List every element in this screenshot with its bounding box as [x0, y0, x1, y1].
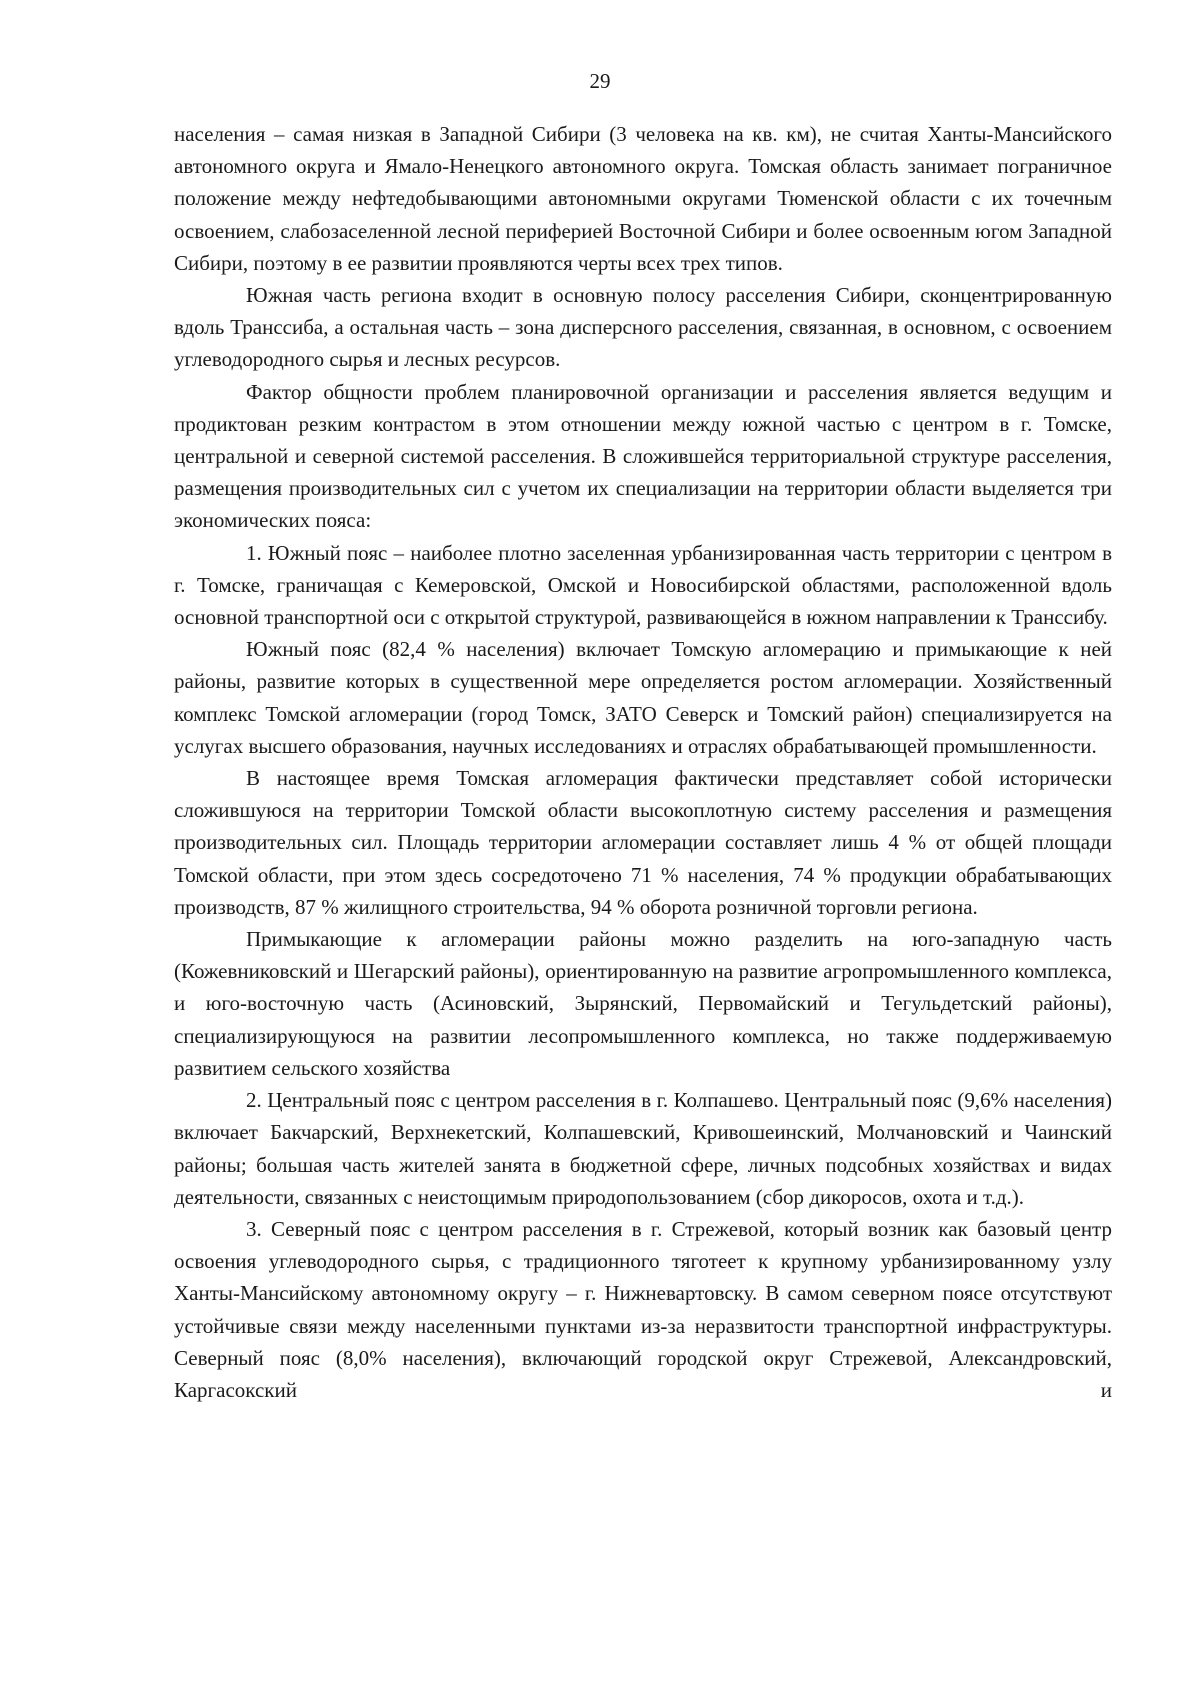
paragraph-adjacent-districts: Примыкающие к агломерации районы можно разделить на юго-западную часть (Кожевниковский и Шегарский районы), ориентированную на развитие агропромышленного комплекса, и юго-восточную часть (Асиновский, Зырянский, Первомайский и Тегульдетский районы), специализирующуюся на развитии лесопромышленного комплекса, но также поддерживаемую развитием сельского хозяйства: [174, 927, 1112, 1080]
document-body: [174, 118, 1112, 1406]
paragraph-planning-factor: Фактор общности проблем планировочной организации и расселения является ведущим и продиктован резким контрастом в этом отношении между южной частью с центром в г. Томске, центральной и северной системой расселения. В сложившейся территориальной структуре расселения, размещения производительных сил с учетом их специализации на территории области выделяется три экономических пояса:: [174, 379, 1112, 533]
paragraph-central-belt: 2. Центральный пояс с центром расселения в г. Колпашево. Центральный пояс (9,6% населения) включает Бакчарский, Верхнекетский, Колпашевский, Кривошеинский, Молчановский и Чаинский районы; большая часть жителей занята в бюджетной сфере, личных подсобных хозяйствах и видах деятельности, связанных с неистощимым природопользованием (сбор дикоросов, охота и т.д.).: [174, 1088, 1112, 1209]
paragraph-southern-belt: 1. Южный пояс – наиболее плотно заселенная урбанизированная часть территории с центром в г. Томске, граничащая с Кемеровской, Омской и Новосибирской областями, расположенной вдоль основной транспортной оси с открытой структурой, развивающейся в южном направлении к Транссибу.: [174, 540, 1112, 630]
paragraph-northern-belt: 3. Северный пояс с центром расселения в г. Стрежевой, который возник как базовый центр освоения углеводородного сырья, с традиционного тяготеет к крупному урбанизированному узлу Ханты-Мансийскому автономному округу – г. Нижневартовску. В самом северном поясе отсутствуют устойчивые связи между населенными пунктами из-за неразвитости транспортной инфраструктуры. Северный пояс (8,0% населения), включающий городской округ Стрежевой, Александровский, Каргасокский и: [174, 1216, 1112, 1402]
page-number: 29: [589, 69, 611, 93]
paragraph-southern-part: Южная часть региона входит в основную полосу расселения Сибири, сконцентрированную вдоль Транссиба, а остальная часть – зона дисперсного расселения, связанная, в основном, с освоением углеводородного сырья и лесных ресурсов.: [174, 283, 1112, 372]
paragraph-southern-belt-population: Южный пояс (82,4 % населения) включает Томскую агломерацию и примыкающие к ней районы, развитие которых в существенной мере определяется ростом агломерации. Хозяйственный комплекс Томской агломерации (город Томск, ЗАТО Северск и Томский район) специализируется на услугах высшего образования, научных исследованиях и отраслях обрабатывающей промышленности.: [174, 637, 1112, 758]
paragraph-tomsk-agglomeration: В настоящее время Томская агломерация фактически представляет собой исторически сложившуюся на территории Томской области высокоплотную систему расселения и размещения производительных сил. Площадь территории агломерации составляет лишь 4 % от общей площади Томской области, при этом здесь сосредоточено 71 % населения, 74 % продукции обрабатывающих производств, 87 % жилищного строительства, 94 % оборота розничной торговли региона.: [174, 766, 1112, 919]
paragraph-population-density: населения – самая низкая в Западной Сибири (3 человека на кв. км), не считая Ханты-Мансийского автономного округа и Ямало-Ненецкого автономного округа. Томская область занимает пограничное положение между нефтедобывающими автономными округами Тюменской области с их точечным освоением, слабозаселенной лесной периферией Восточной Сибири и более освоенным югом Западной Сибири, поэтому в ее развитии проявляются черты всех трех типов.: [174, 122, 1112, 275]
